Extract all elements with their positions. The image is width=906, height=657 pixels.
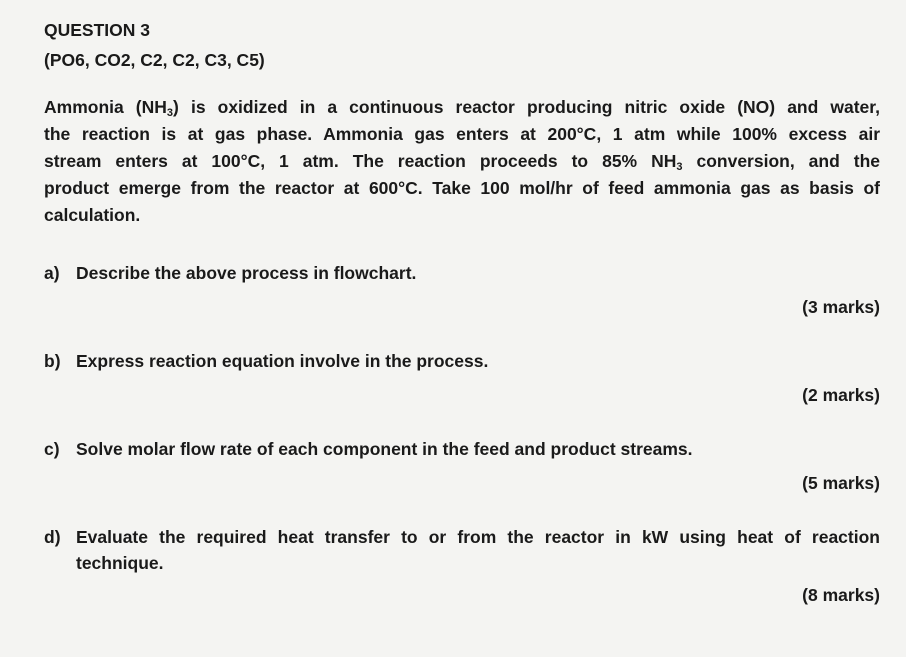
part-d-text-line-2: technique. <box>76 553 164 573</box>
part-d-text <box>76 524 880 576</box>
part-c <box>44 436 880 496</box>
part-b <box>44 348 880 408</box>
part-d-text-line-1: Evaluate the required heat transfer to or from the reactor in kW using heat of reaction <box>76 527 880 547</box>
part-c-marks: (5 marks) <box>802 473 880 493</box>
part-c-letter: c) <box>44 439 60 459</box>
statement-line-5: calculation. <box>44 205 141 225</box>
part-d-marks: (8 marks) <box>802 585 880 605</box>
part-a-marks: (3 marks) <box>802 297 880 317</box>
part-a-letter: a) <box>44 263 60 283</box>
statement-line-2: the reaction is at gas phase. Ammonia gas enters at 200°C, 1 atm while 100% excess air <box>44 124 880 144</box>
question-title: QUESTION 3 <box>44 20 150 40</box>
part-b-marks: (2 marks) <box>802 385 880 405</box>
statement-line-1: Ammonia $(NH_3)$ is oxidized in a continuous reactor producing nitric oxide (NO) and water, <box>44 97 880 119</box>
part-a <box>44 260 880 320</box>
part-d <box>44 524 880 608</box>
part-a-text: Describe the above process in flowchart. <box>76 263 417 283</box>
part-c-text: Solve molar flow rate of each component in the feed and product streams. <box>76 439 693 459</box>
part-b-text: Express reaction equation involve in the process. <box>76 351 489 371</box>
statement-line-4: product emerge from the reactor at 600°C. Take 100 mol/hr of feed ammonia gas as basis of <box>44 178 880 198</box>
statement-line-3: stream enters at 100°C, 1 atm. The reaction proceeds to 85% $NH_3$ conversion, and the <box>44 151 880 173</box>
problem-statement <box>44 94 880 229</box>
part-b-letter: b) <box>44 351 61 371</box>
part-d-letter: d) <box>44 527 61 547</box>
outcome-codes: (PO6, CO2, C2, C2, C3, C5) <box>44 50 265 70</box>
